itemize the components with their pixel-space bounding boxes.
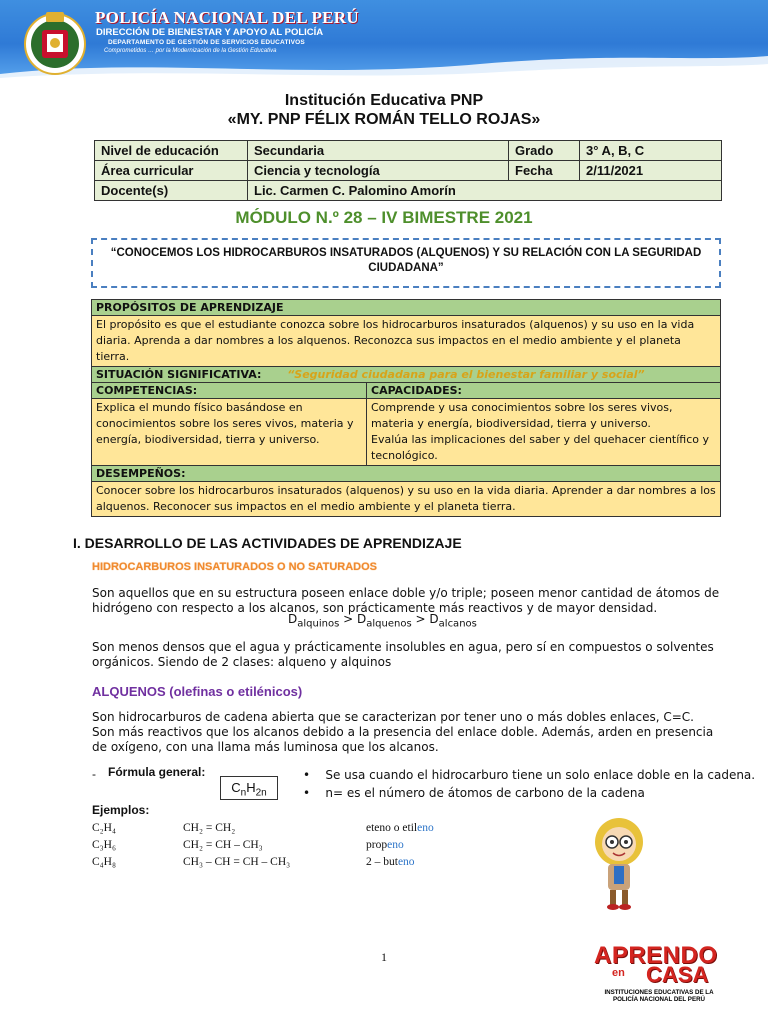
table-row	[95, 181, 722, 201]
example-structure-2: CH₂ = CH – CH₃	[183, 839, 263, 851]
example-formula-2: C₃H₆	[92, 839, 116, 851]
capacidades-text-2: Evalúa las implicaciones del saber y del quehacer científico y tecnológico.	[371, 433, 709, 462]
example-formula-3: C₄H₈	[92, 856, 116, 868]
formula-2n: 2n	[255, 787, 267, 799]
student-mascot-icon	[584, 814, 654, 910]
area-value: Ciencia y tecnología	[248, 161, 509, 181]
density-comparison	[288, 612, 477, 629]
formula-n: n	[240, 787, 247, 799]
institution-title: «MY. PNP FÉLIX ROMÁN TELLO ROJAS»	[227, 111, 541, 128]
example-name-3	[366, 856, 415, 868]
aprendo-logo-en: en	[612, 967, 625, 979]
course-info-table	[94, 140, 722, 201]
density-alquenos: alquenos	[366, 618, 412, 630]
example-structure-1: CH₂ = CH₂	[183, 822, 236, 834]
examples-label: Ejemplos:	[92, 803, 150, 817]
density-d: D	[288, 612, 298, 626]
example-formula-1: C₂H₄	[92, 822, 116, 834]
formula-label: Fórmula general:	[108, 765, 206, 779]
paragraph-1: Son aquellos que en su estructura poseen enlace doble y/o triple; poseen menor cantidad de átomos de hidrógeno con respecto a los alcanos, son prácticamente más reactivos y de mayor densidad.	[92, 586, 720, 615]
competencias-header-row	[92, 383, 720, 399]
page-number: 1	[381, 950, 387, 964]
paragraph-2: Son menos densos que el agua y prácticamente insolubles en agua, pero sí en compuestos o solventes orgánicos. Siendo de 2 clases: alqueno y alquinos	[92, 640, 714, 669]
example-name-suffix: eno	[387, 839, 404, 851]
density-gt: >	[343, 612, 354, 626]
nivel-label: Nivel de educación	[95, 141, 248, 161]
header-line-3: DEPARTAMENTO DE GESTIÓN DE SERVICIOS EDUCATIVOS	[108, 39, 305, 46]
banner-wave-decoration	[0, 52, 768, 80]
topic-text: “CONOCEMOS LOS HIDROCARBUROS INSATURADOS (ALQUENOS) Y SU RELACIÓN CON LA SEGURIDAD CIUDADANA”	[110, 247, 702, 274]
aprendo-logo-casa: CASA	[646, 962, 709, 987]
bullet-1: • Se usa cuando el hidrocarburo tiene un solo enlace doble en la cadena.	[303, 768, 756, 782]
formula-h: H	[246, 780, 256, 795]
alquenos-title: ALQUENOS (olefinas o etilénicos)	[92, 684, 303, 699]
density-alcanos: alcanos	[438, 618, 477, 630]
example-name-suffix: eno	[417, 822, 434, 834]
example-name-suffix: eno	[397, 856, 415, 868]
capacidades-cell	[367, 399, 720, 466]
paragraph-3: Son hidrocarburos de cadena abierta que se caracterizan por tener uno o más dobles enlaces, C=C. Son más reactivos que los alcanos debido a la presencia del enlace doble. Además, arden en presencia de oxígeno, con una llama más luminosa que los alcanos.	[92, 710, 714, 754]
table-row	[95, 141, 722, 161]
nivel-value: Secundaria	[248, 141, 509, 161]
header-line-4: Comprometidos … por la Modernización de la Gestión Educativa	[104, 48, 277, 54]
docente-label: Docente(s)	[95, 181, 248, 201]
propositos-text: El propósito es que el estudiante conozca sobre los hidrocarburos insaturados (alquenos) y su uso en la vida diaria. Aprenda a dar nombres a los alquenos. Reconozca sus impactos en el medio ambiente y el planeta tierra.	[92, 316, 720, 367]
bullet-1-text: Se usa cuando el hidrocarburo tiene un solo enlace doble en la cadena.	[325, 768, 756, 782]
density-gt: >	[415, 612, 426, 626]
grado-label: Grado	[509, 141, 580, 161]
situacion-value: “Seguridad ciudadana para el bienestar familiar y social”	[287, 368, 645, 381]
desempenos-text: Conocer sobre los hidrocarburos insaturados (alquenos) y su uso en la vida diaria. Aprender a dar nombres a los alquenos. Reconocer sus impactos en el medio ambiente y el planeta tierra.	[92, 482, 720, 516]
bullet-2-text: n= es el número de átomos de carbono de la cadena	[325, 786, 645, 800]
grado-value: 3° A, B, C	[580, 141, 722, 161]
area-label: Área curricular	[95, 161, 248, 181]
aprendo-logo-subtitle	[594, 989, 724, 1003]
logo-sub-line-2: POLICÍA NACIONAL DEL PERÚ	[612, 996, 706, 1003]
example-name-prefix: eteno o etil	[366, 822, 418, 834]
example-name-prefix: 2 – but	[366, 856, 398, 868]
density-d: D	[357, 612, 367, 626]
table-row	[95, 161, 722, 181]
formula-c: C	[231, 780, 241, 795]
header-line-2: DIRECCIÓN DE BIENESTAR Y APOYO AL POLICÍA	[96, 27, 324, 38]
formula-dash: -	[92, 767, 96, 781]
example-structure-3: CH₃ – CH = CH – CH₃	[183, 856, 291, 868]
fecha-label: Fecha	[509, 161, 580, 181]
density-d: D	[429, 612, 439, 626]
example-name-1	[366, 822, 434, 834]
competencias-body-row	[92, 399, 720, 466]
capacidades-text-1: Comprende y usa conocimientos sobre los seres vivos, materia y energía, biodiversidad, tierra y universo.	[371, 401, 673, 430]
situacion-row	[92, 367, 720, 383]
section-subheading: HIDROCARBUROS INSATURADOS O NO SATURADOS	[92, 561, 377, 573]
header-banner	[0, 0, 768, 80]
module-title: MÓDULO N.º 28 – IV BIMESTRE 2021	[235, 208, 533, 227]
propositos-header: PROPÓSITOS DE APRENDIZAJE	[92, 300, 720, 316]
police-crest-icon	[22, 8, 88, 78]
desempenos-header: DESEMPEÑOS:	[92, 466, 720, 482]
density-alquinos: alquinos	[297, 618, 340, 630]
learning-grid	[91, 299, 721, 517]
topic-box	[91, 238, 721, 288]
logo-sub-line-1: INSTITUCIONES EDUCATIVAS DE LA	[604, 989, 714, 996]
aprendo-logo-text: APRENDO	[594, 942, 718, 969]
section-heading: I. DESARROLLO DE LAS ACTIVIDADES DE APRENDIZAJE	[73, 535, 462, 551]
situacion-label: SITUACIÓN SIGNIFICATIVA:	[96, 368, 262, 381]
institution-name: Institución Educativa PNP	[284, 92, 484, 109]
example-name-prefix: prop	[366, 839, 388, 851]
competencias-text: Explica el mundo físico basándose en conocimientos sobre los seres vivos, materia y energía, biodiversidad, tierra y universo.	[92, 399, 367, 466]
docente-value: Lic. Carmen C. Palomino Amorín	[248, 181, 722, 201]
bullet-2: • n= es el número de átomos de carbono de la cadena	[303, 786, 645, 800]
capacidades-header: CAPACIDADES:	[367, 383, 720, 399]
header-line-1: POLICÍA NACIONAL DEL PERÚ	[95, 8, 359, 27]
general-formula-box	[220, 776, 278, 800]
competencias-header: COMPETENCIAS:	[92, 383, 367, 399]
example-name-2	[366, 839, 404, 851]
fecha-value: 2/11/2021	[580, 161, 722, 181]
